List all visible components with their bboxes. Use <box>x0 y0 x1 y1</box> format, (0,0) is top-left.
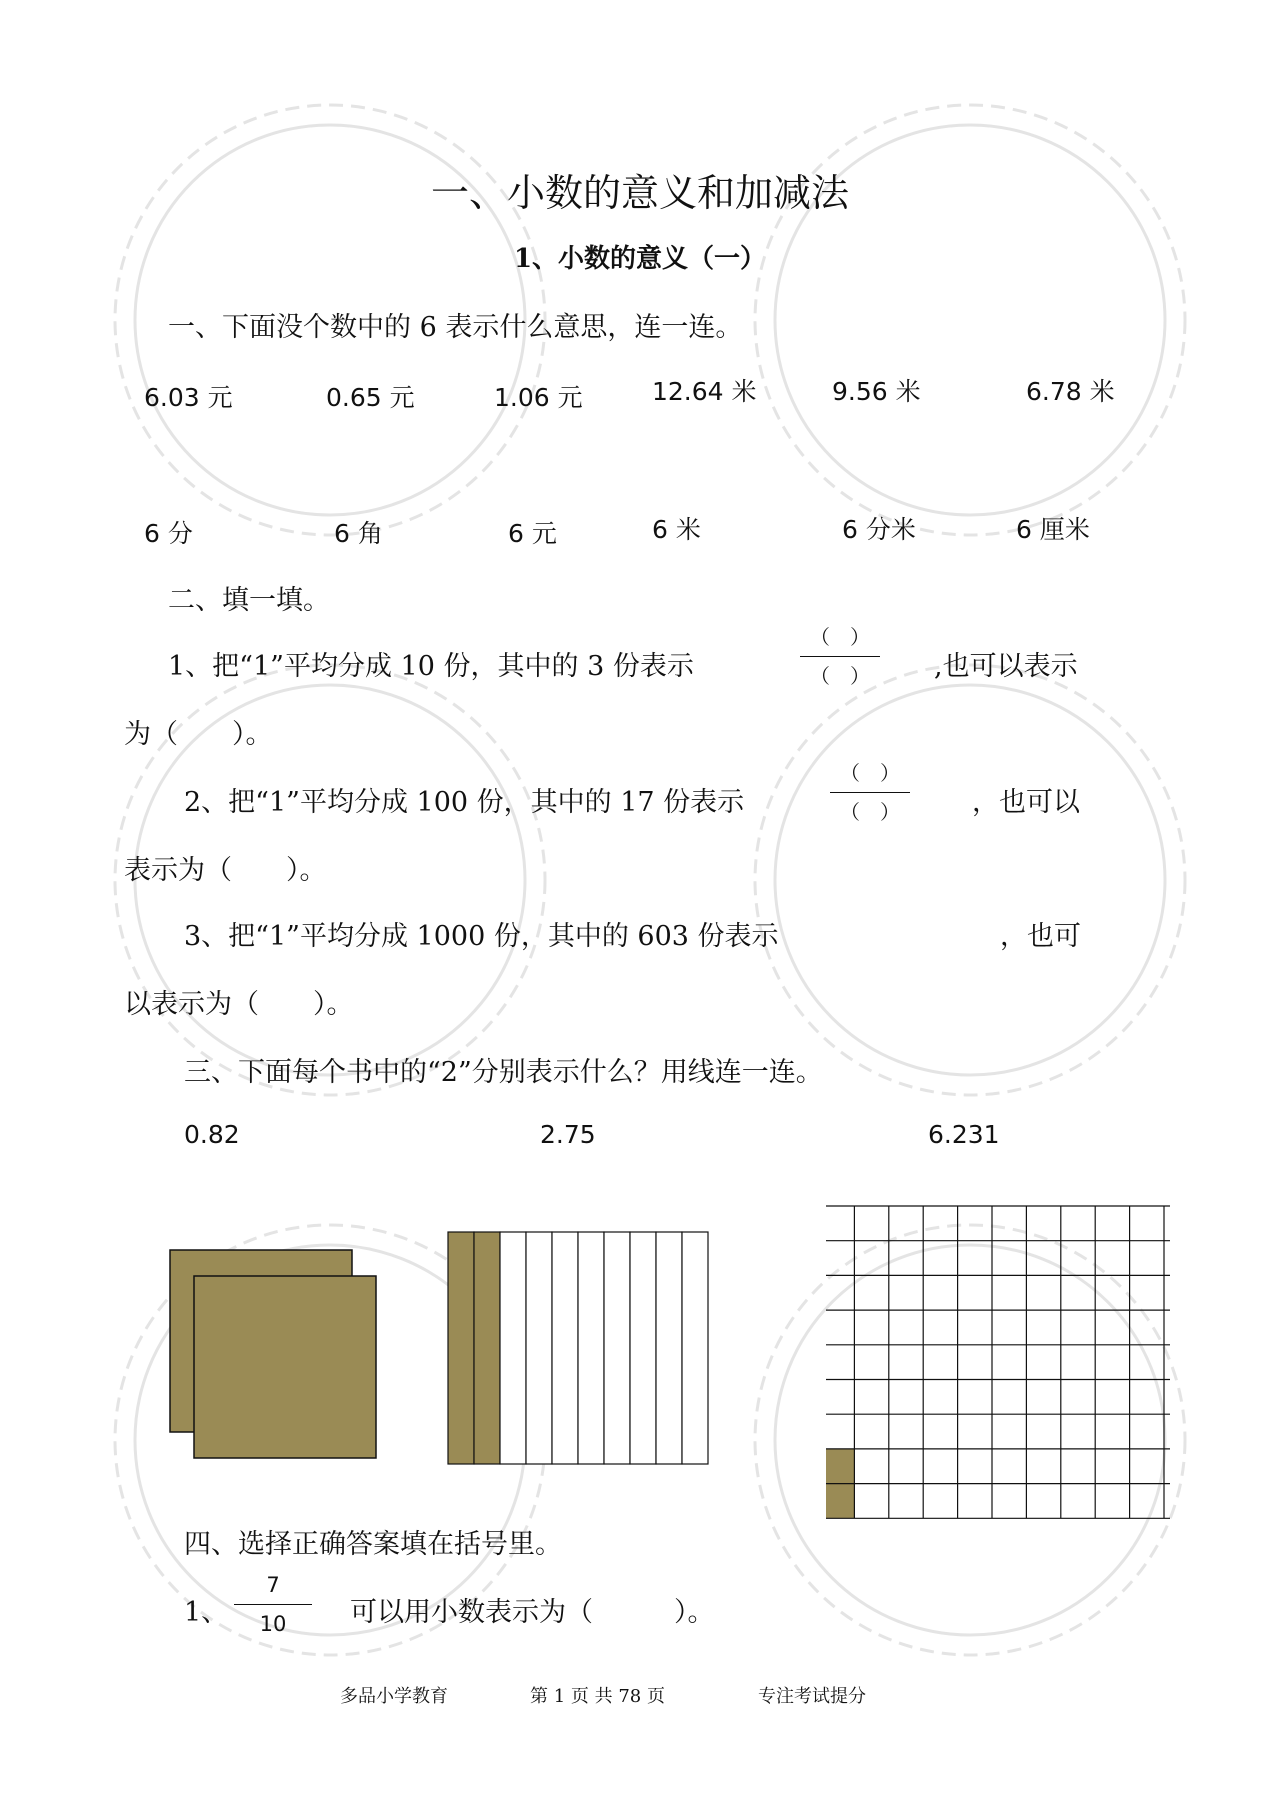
grid-shaded-cell <box>826 1449 854 1484</box>
q1-numerator-blank: （ ） <box>810 625 870 649</box>
page-title: 一、小数的意义和加减法 <box>430 171 849 215</box>
bottom-item-3: 6 元 <box>508 519 557 548</box>
strip-cell <box>630 1232 656 1464</box>
section3-heading: 三、下面每个书中的“2”分别表示什么？用线连一连。 <box>184 1057 823 1088</box>
number-6-231: 6.231 <box>928 1120 1000 1149</box>
strip-cell <box>604 1232 630 1464</box>
q2-text-a: 2、把“1”平均分成 100 份，其中的 17 份表示 <box>184 787 745 818</box>
top-item-2: 0.65 元 <box>326 383 415 412</box>
footer-page-number: 第 1 页 共 78 页 <box>530 1686 665 1707</box>
footer-left: 多品小学教育 <box>340 1686 448 1707</box>
q4-1-text: 可以用小数表示为（ ）。 <box>350 1597 715 1628</box>
strip-cell <box>526 1232 552 1464</box>
q2-text-c: 表示为（ ）。 <box>124 855 327 886</box>
number-0-82: 0.82 <box>184 1120 240 1149</box>
q2-numerator-blank: （ ） <box>840 761 900 785</box>
q1-text-c: 为（ ）。 <box>124 719 273 750</box>
bottom-item-5: 6 分米 <box>842 515 916 544</box>
fraction-bar <box>234 1604 312 1605</box>
strip-cell <box>474 1232 500 1464</box>
number-2-75: 2.75 <box>540 1120 596 1149</box>
section1-heading: 一、下面没个数中的 6 表示什么意思，连一连。 <box>168 312 743 343</box>
strip-cell <box>448 1232 474 1464</box>
top-item-4: 12.64 米 <box>652 377 757 406</box>
bottom-item-2: 6 角 <box>334 519 383 548</box>
q1-text-b: ,也可以表示 <box>934 651 1078 682</box>
strip-cell <box>578 1232 604 1464</box>
strip-cell <box>552 1232 578 1464</box>
bottom-item-1: 6 分 <box>144 519 193 548</box>
footer-right: 专注考试提分 <box>758 1686 866 1707</box>
top-item-5: 9.56 米 <box>832 377 921 406</box>
q3-text-a: 3、把“1”平均分成 1000 份，其中的 603 份表示 <box>184 921 779 952</box>
q4-1-fraction <box>234 1572 312 1637</box>
strip-cell <box>682 1232 708 1464</box>
q4-1-denominator: 10 <box>259 1612 287 1636</box>
q2-text-b: ，也可以 <box>972 787 1080 818</box>
bottom-item-4: 6 米 <box>652 515 701 544</box>
page-subtitle: 1、小数的意义（一） <box>513 244 767 274</box>
grid-shaded-cell <box>826 1484 854 1519</box>
top-item-3: 1.06 元 <box>494 383 583 412</box>
q4-1-label: 1、 <box>184 1597 229 1628</box>
q1-text-a: 1、把“1”平均分成 10 份，其中的 3 份表示 <box>168 651 694 682</box>
q3-text-c: 以表示为（ ）。 <box>124 989 354 1020</box>
hundredths-grid <box>826 1206 1170 1518</box>
q1-denominator-blank: （ ） <box>810 664 870 688</box>
shaded-square-front <box>194 1276 376 1458</box>
q4-1-numerator: 7 <box>266 1573 280 1597</box>
q3-text-b: ，也可 <box>1000 921 1081 952</box>
bottom-item-6: 6 厘米 <box>1016 515 1090 544</box>
top-item-1: 6.03 元 <box>144 383 233 412</box>
strip-cell <box>500 1232 526 1464</box>
section2-heading: 二、填一填。 <box>168 585 330 616</box>
section4-heading: 四、选择正确答案填在括号里。 <box>184 1529 562 1560</box>
q2-denominator-blank: （ ） <box>840 800 900 824</box>
top-item-6: 6.78 米 <box>1026 377 1115 406</box>
tenths-strip <box>448 1232 708 1464</box>
strip-cell <box>656 1232 682 1464</box>
